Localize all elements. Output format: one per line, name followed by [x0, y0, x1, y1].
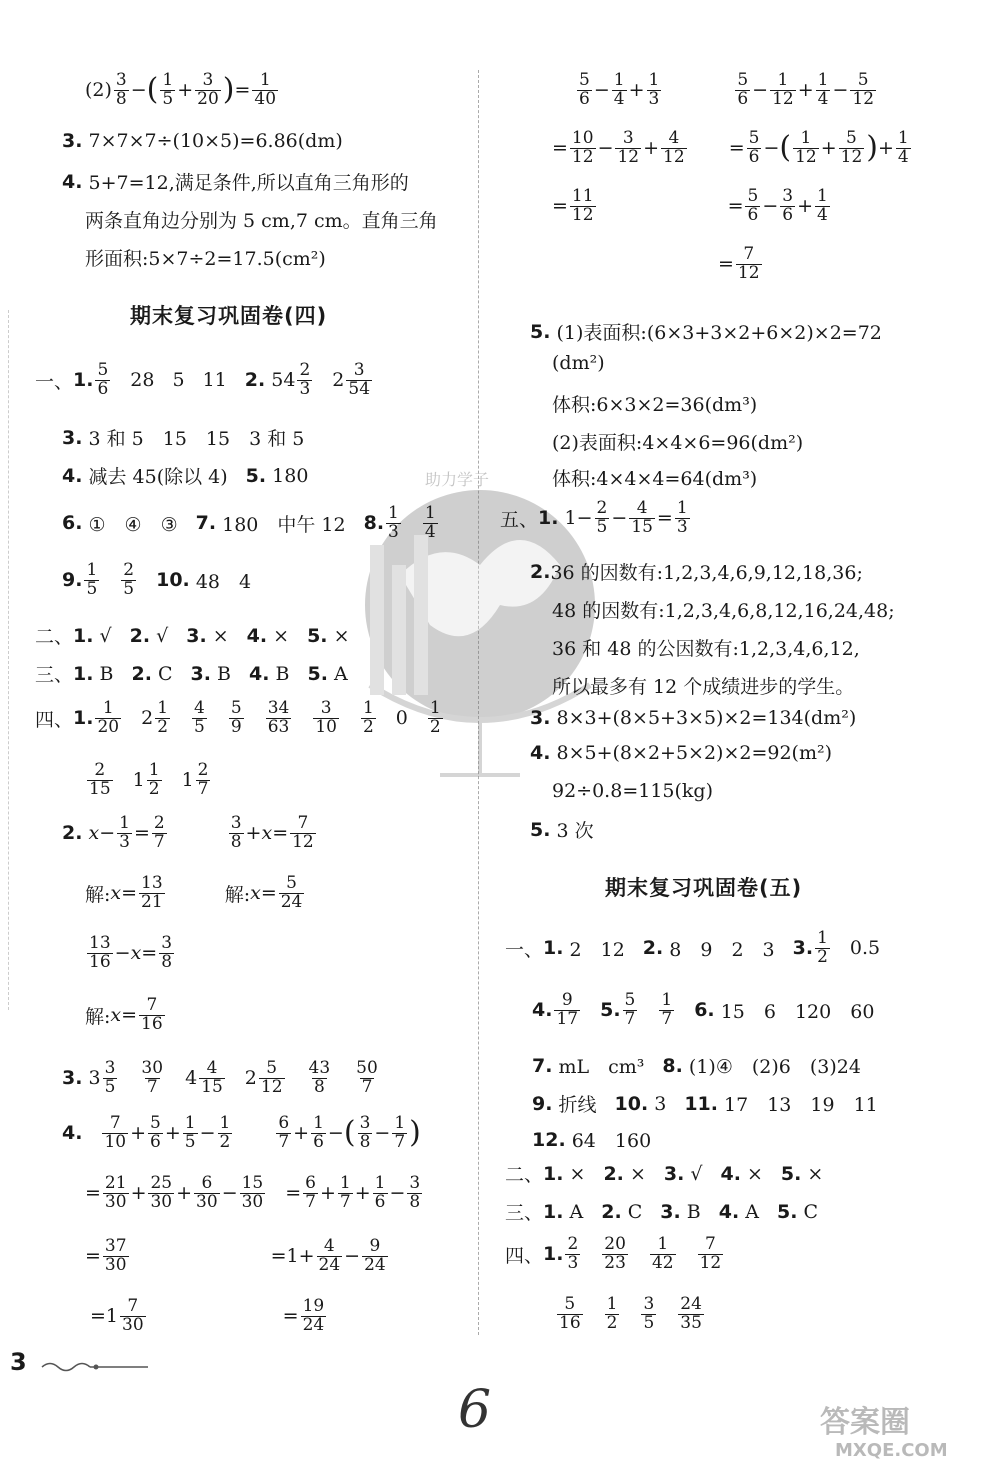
- answer-text: 两条直角边分别为 5 cm,7 cm。直角三角: [85, 210, 438, 232]
- fraction: $\frac{3}{20}$: [197, 70, 219, 109]
- answer-line: 体积:6×3×2=36(dm³): [552, 394, 758, 416]
- answer-line: [85, 206, 438, 233]
- operator: =: [234, 79, 251, 102]
- answer-line: = $\frac{11}{12}$ = $\frac{5}{6}$ − $\frac{3}{6}$ + $\frac{1}{4}$: [552, 186, 828, 225]
- answer-line: (dm²): [552, 352, 605, 374]
- fraction: $\frac{5}{6}$: [97, 360, 109, 399]
- left-column: [0, 0, 480, 1462]
- fraction: $\frac{3}{54}$: [348, 360, 371, 399]
- svg-text:MXQE.COM: MXQE.COM: [835, 1440, 948, 1460]
- answer-text: 形面积:5×7÷2=17.5(cm²): [85, 248, 326, 270]
- item-number: 2.: [244, 369, 266, 392]
- site-logo: [815, 1400, 995, 1460]
- fraction: $\frac{1}{3}$: [388, 503, 399, 542]
- fraction: $\frac{1}{5}$: [86, 560, 98, 599]
- answer-line: 一、 1. $\frac{5}{6}$ 28 5 11 2. 54 $\frac{2}{3}$ 2 $\frac{3}{54}$: [35, 360, 371, 399]
- item-number: 8.: [363, 512, 385, 535]
- item-number: 5.: [245, 464, 267, 487]
- fraction: $\frac{1}{5}$: [162, 70, 174, 109]
- answer-line: 4. $\frac{7}{10}$ + $\frac{5}{6}$ + $\frac{1}{5}$ − $\frac{1}{2}$ $\frac{6}{7}$ + $\frac{1}{6}$ − ( $\frac{3}{8}$ − $\frac{1}{7}$ ): [62, 1113, 421, 1152]
- answer-line: 三、 1. A 2. C 3. B 4. A 5. C: [505, 1200, 819, 1224]
- answer-line: 二、 1. √ 2. √ 3. × 4. × 5. ×: [35, 624, 350, 648]
- answer-line: 一、 1. 2 12 2. 8 9 2 3 3. $\frac{1}{2}$ 0.5: [505, 928, 881, 967]
- answer-line: 4. 8×5+(8×2+5×2)×2=92(m²): [530, 742, 833, 764]
- answer-line: [62, 505, 440, 542]
- item-number: 1.: [73, 369, 94, 392]
- answer-line: 所以最多有 12 个成绩进步的学生。: [552, 676, 855, 698]
- answer-line: = $\frac{7}{12}$: [718, 244, 760, 283]
- section-title: 期末复习巩固卷(四): [130, 304, 328, 328]
- fraction: $\frac{2}{3}$: [299, 360, 311, 399]
- answer-line: $\frac{5}{16}$ $\frac{1}{2}$ $\frac{3}{5}$ $\frac{24}{35}$: [559, 1294, 702, 1333]
- answer-line: 3. 8×3+(8×5+3×5)×2=134(dm²): [530, 707, 857, 729]
- answer-line: 5. (1)表面积:(6×3+3×2+6×2)×2=72: [530, 320, 882, 344]
- answer-line: 9. 折线 10. 3 11. 17 13 19 11: [532, 1092, 878, 1116]
- answer-line: $\frac{13}{16}$ − x = $\frac{3}{8}$: [89, 933, 173, 972]
- answer-line: 7. mL cm³ 8. (1)④ (2)6 (3)24: [532, 1054, 861, 1078]
- answer-line: 5. 3 次: [530, 818, 594, 842]
- fraction: $\frac{1}{4}$: [424, 503, 436, 542]
- fraction: $\frac{2}{5}$: [123, 560, 135, 599]
- answer-text: 3 和 5 15 15 3 和 5: [88, 428, 305, 450]
- svg-text:答案圈: 答案圈: [820, 1405, 910, 1440]
- answer-line: 2. x − $\frac{1}{3}$ = $\frac{2}{7}$ $\frac{3}{8}$ + x = $\frac{7}{12}$: [62, 813, 314, 852]
- answer-line: 四、 1. $\frac{2}{3}$ $\frac{20}{23}$ $\frac{1}{42}$ $\frac{7}{12}$: [505, 1234, 722, 1273]
- answer-line: 2. 36 的因数有:1,2,3,4,6,9,12,18,36;: [530, 560, 863, 584]
- answer-text: 48 4: [195, 570, 252, 593]
- section-prefix: 一、: [35, 370, 74, 393]
- answer-line: 12. 64 160: [532, 1128, 652, 1152]
- answer-text: 7×7×7÷(10×5)=6.86(dm): [88, 130, 343, 152]
- item-label: (2): [85, 79, 112, 102]
- answer-line: [62, 130, 343, 152]
- answer-line: [62, 462, 308, 489]
- answer-text: 减去 45(除以 4): [88, 466, 228, 488]
- answer-line: 体积:4×4×4=64(dm³): [552, 468, 758, 490]
- answer-line: 二、 1. × 2. × 3. √ 4. × 5. ×: [505, 1162, 824, 1186]
- fraction: $\frac{1}{40}$: [254, 70, 277, 109]
- fraction: $\frac{3}{8}$: [115, 70, 127, 109]
- answer-line: $\frac{2}{15}$ 1 $\frac{1}{2}$ 1 $\frac{2}{7}$: [89, 760, 209, 799]
- answer-line: (2) $\frac{3}{8}$ − ( $\frac{1}{5}$ + $\frac{3}{20}$ ) = $\frac{1}{40}$: [85, 70, 277, 109]
- answer-line: 四、 1. $\frac{1}{20}$ 2 $\frac{1}{2}$ $\frac{4}{5}$ $\frac{5}{9}$ $\frac{34}{63}$ $\frac{3}{10}$ $\frac{1}{2}$ 0 $\frac{1}{2}$: [35, 698, 441, 737]
- answer-line: 48 的因数有:1,2,3,4,6,8,12,16,24,48;: [552, 600, 895, 622]
- watermark-text: 助力学子: [425, 470, 490, 489]
- answer-text: ① ④ ③: [88, 513, 178, 536]
- item-number: 4.: [62, 464, 83, 487]
- answer-line: $\frac{5}{6}$ − $\frac{1}{4}$ + $\frac{1}{3}$ $\frac{5}{6}$ − $\frac{1}{12}$ + $\frac{1}{4}$ − $\frac{5}{12}$: [579, 70, 875, 109]
- item-number: 4.: [62, 170, 83, 193]
- item-number: 3.: [62, 426, 83, 449]
- answer-line: 36 和 48 的公因数有:1,2,3,4,6,12,: [552, 638, 860, 660]
- answer-text: 180 中午 12: [222, 513, 346, 536]
- answer-text: 180: [272, 464, 309, 487]
- answer-line: (2)表面积:4×4×6=96(dm²): [552, 432, 804, 454]
- answer-line: [62, 424, 304, 451]
- answer-line: [85, 244, 326, 271]
- item-number: 7.: [195, 512, 217, 535]
- answer-line: 解: x = $\frac{13}{21}$ 解: x = $\frac{5}{24}$: [85, 873, 303, 912]
- handwritten-mark: 6: [458, 1380, 492, 1440]
- answer-text: 5+7=12,满足条件,所以直角三角形的: [88, 172, 409, 194]
- item-number: 10.: [156, 569, 190, 592]
- item-number: 6.: [62, 512, 83, 535]
- item-number: 3.: [62, 130, 83, 152]
- answer-line: [62, 562, 251, 599]
- section-title: 期末复习巩固卷(五): [605, 876, 803, 900]
- answer-line: [62, 168, 409, 195]
- operator: −: [130, 79, 147, 102]
- answer-line: 三、 1. B 2. C 3. B 4. B 5. A: [35, 662, 348, 686]
- operator: +: [177, 79, 194, 102]
- page-number: 3: [10, 1348, 27, 1376]
- answer-line: 五、 1. 1 − $\frac{2}{5}$ − $\frac{4}{15}$ = $\frac{1}{3}$: [500, 498, 688, 537]
- right-column: [490, 0, 1000, 1462]
- answer-line: = $\frac{37}{30}$ =1+ $\frac{4}{24}$ − $\frac{9}{24}$: [85, 1236, 386, 1275]
- answer-line: 3. 3 $\frac{3}{5}$ $\frac{30}{7}$ 4 $\frac{4}{15}$ 2 $\frac{5}{12}$ $\frac{43}{8}$ $\frac{50}{7}$: [62, 1058, 378, 1097]
- answer-line: = $\frac{21}{30}$ + $\frac{25}{30}$ + $\frac{6}{30}$ − $\frac{15}{30}$ = $\frac{6}{7}$ + $\frac{1}{7}$ + $\frac{1}{6}$ − $\frac{3}{8}$: [85, 1173, 421, 1212]
- answer-line: 4. $\frac{9}{17}$ 5. $\frac{5}{7}$ $\frac{1}{7}$ 6. 15 6 120 60: [532, 990, 875, 1029]
- answer-line: = $\frac{10}{12}$ − $\frac{3}{12}$ + $\frac{4}{12}$ = $\frac{5}{6}$ − ( $\frac{1}{12}$ + $\frac{5}{12}$ ) + $\frac{1}{4}$: [552, 128, 909, 167]
- answer-line: 92÷0.8=115(kg): [552, 780, 713, 802]
- answer-line: 解: x = $\frac{7}{16}$: [85, 995, 163, 1034]
- decorative-flourish: [40, 1360, 150, 1374]
- answer-line: =1 $\frac{7}{30}$ = $\frac{19}{24}$: [90, 1296, 325, 1335]
- item-number: 9.: [62, 569, 83, 592]
